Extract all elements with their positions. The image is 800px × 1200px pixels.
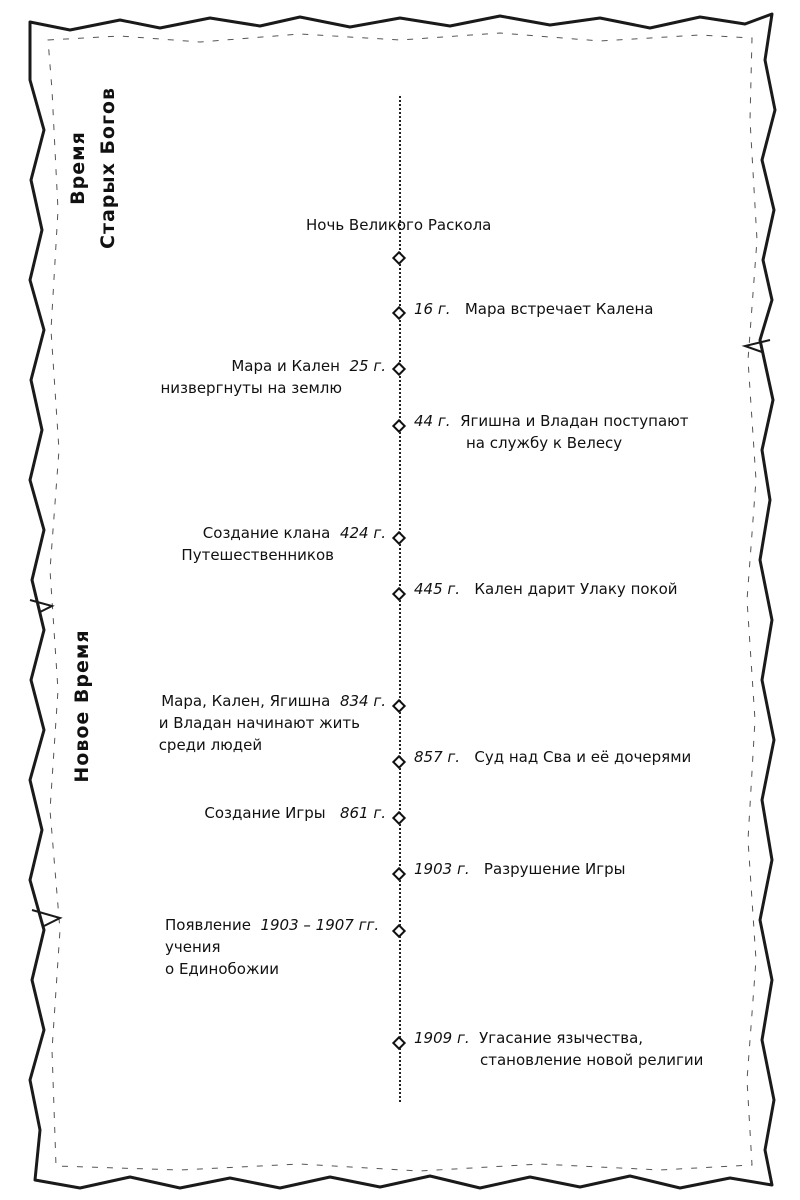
event-25-text-2: низвергнуты на землю [160,379,342,397]
event-857-year: 857 г. [414,748,461,766]
event-861 [204,802,386,824]
event-445 [414,578,678,600]
event-25 [160,355,386,399]
event-25-year: 25 г. [349,357,386,375]
event-44-year: 44 г. [414,412,451,430]
era-old-gods-line-2: Старых Богов [97,87,119,249]
event-1909 [414,1027,703,1071]
era-old-gods-line-1: Время [67,131,89,205]
event-424-text-1: Создание клана [202,524,331,542]
event-1909-text-1: Угасание язычества, [479,1029,644,1047]
event-445-text: Кален дарит Улаку покой [474,580,678,598]
event-44-text-1: Ягишна и Владан поступают [460,412,689,430]
event-861-text: Создание Игры [204,804,326,822]
event-1903-1907-text-2: учения [165,938,221,956]
event-861-year: 861 г. [339,804,386,822]
era-old-gods-label [63,87,123,249]
event-445-year: 445 г. [414,580,461,598]
event-857-text: Суд над Сва и её дочерями [474,748,692,766]
event-834 [159,690,386,756]
timeline-start-label: Ночь Великого Раскола [306,216,492,234]
event-1903-text: Разрушение Игры [483,860,626,878]
event-44-text-2: на службу к Велесу [466,434,623,452]
event-424 [181,522,386,566]
event-16 [414,298,653,320]
event-424-year: 424 г. [339,524,386,542]
event-1903-year: 1903 г. [414,860,470,878]
event-25-text-1: Мара и Кален [231,357,340,375]
event-834-text-1: Мара, Кален, Ягишна [161,692,331,710]
event-1909-year: 1909 г. [414,1029,470,1047]
event-834-text-2: и Владан начинают жить [158,714,360,732]
event-1903-1907 [165,914,379,980]
event-834-text-3: среди людей [158,736,263,754]
event-1909-text-2: становление новой религии [480,1051,704,1069]
event-424-text-2: Путешественников [181,546,334,564]
event-16-text: Мара встречает Калена [464,300,654,318]
event-1903-1907-text-1: Появление [165,916,251,934]
event-857 [414,746,691,768]
era-new-time-label: Новое Время [71,629,93,783]
event-16-year: 16 г. [414,300,451,318]
event-44 [414,410,689,454]
event-1903-1907-year: 1903 – 1907 гг. [260,916,380,934]
event-1903-1907-text-3: о Единобожии [165,960,279,978]
event-834-year: 834 г. [339,692,386,710]
event-1903 [414,858,626,880]
parchment-sheet [30,14,775,1188]
